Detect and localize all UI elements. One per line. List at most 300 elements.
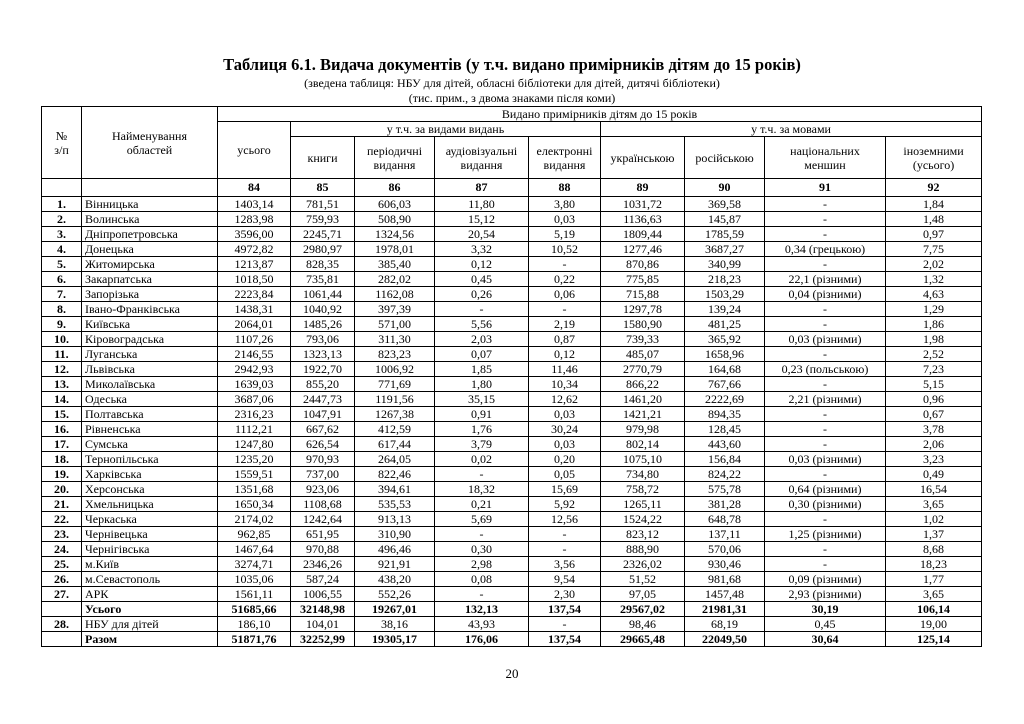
- value-cell: 2222,69: [685, 392, 765, 407]
- header-total: усього: [218, 122, 291, 179]
- value-cell: 1639,03: [218, 377, 291, 392]
- value-cell: 0,30 (різними): [765, 497, 886, 512]
- value-cell: 16,54: [886, 482, 982, 497]
- value-cell: 0,04 (різними): [765, 287, 886, 302]
- value-cell: -: [765, 212, 886, 227]
- value-cell: 737,00: [291, 467, 355, 482]
- value-cell: 775,85: [601, 272, 685, 287]
- table-row: [42, 527, 982, 542]
- value-cell: 0,49: [886, 467, 982, 482]
- value-cell: 311,30: [355, 332, 435, 347]
- row-number: [42, 632, 82, 647]
- value-cell: -: [529, 617, 601, 632]
- value-cell: 137,54: [529, 602, 601, 617]
- value-cell: 0,91: [435, 407, 529, 422]
- table-body: [42, 197, 982, 647]
- row-number: 13.: [42, 377, 82, 392]
- value-cell: 18,32: [435, 482, 529, 497]
- value-cell: 0,21: [435, 497, 529, 512]
- region-name: НБУ для дітей: [82, 617, 218, 632]
- value-cell: -: [765, 317, 886, 332]
- value-cell: 2,98: [435, 557, 529, 572]
- colnum-blank: [42, 179, 82, 197]
- value-cell: 5,56: [435, 317, 529, 332]
- value-cell: 3,56: [529, 557, 601, 572]
- column-number-row: [42, 179, 982, 197]
- row-number: 14.: [42, 392, 82, 407]
- value-cell: 21981,31: [685, 602, 765, 617]
- value-cell: 822,46: [355, 467, 435, 482]
- value-cell: -: [765, 542, 886, 557]
- value-cell: 132,13: [435, 602, 529, 617]
- value-cell: 823,23: [355, 347, 435, 362]
- colnum-cell: 90: [685, 179, 765, 197]
- value-cell: 4972,82: [218, 242, 291, 257]
- row-number: 26.: [42, 572, 82, 587]
- value-cell: 5,69: [435, 512, 529, 527]
- value-cell: -: [765, 257, 886, 272]
- value-cell: 0,22: [529, 272, 601, 287]
- value-cell: 0,09 (різними): [765, 572, 886, 587]
- value-cell: 0,64 (різними): [765, 482, 886, 497]
- value-cell: 1922,70: [291, 362, 355, 377]
- value-cell: 3,65: [886, 587, 982, 602]
- value-cell: 0,12: [529, 347, 601, 362]
- value-cell: 0,05: [529, 467, 601, 482]
- value-cell: 3687,27: [685, 242, 765, 257]
- value-cell: 43,93: [435, 617, 529, 632]
- value-cell: -: [529, 527, 601, 542]
- value-cell: 1191,56: [355, 392, 435, 407]
- value-cell: 1978,01: [355, 242, 435, 257]
- value-cell: 1136,63: [601, 212, 685, 227]
- value-cell: 1351,68: [218, 482, 291, 497]
- value-cell: 29567,02: [601, 602, 685, 617]
- row-number: 4.: [42, 242, 82, 257]
- value-cell: 3,78: [886, 422, 982, 437]
- grand-total-row: [42, 632, 982, 647]
- value-cell: 606,03: [355, 197, 435, 212]
- value-cell: 139,24: [685, 302, 765, 317]
- value-cell: 51,52: [601, 572, 685, 587]
- value-cell: 758,72: [601, 482, 685, 497]
- colnum-cell: 91: [765, 179, 886, 197]
- value-cell: 0,07: [435, 347, 529, 362]
- header-electronic: електронні видання: [529, 137, 601, 179]
- value-cell: 1,98: [886, 332, 982, 347]
- region-name: Кіровоградська: [82, 332, 218, 347]
- region-name: Харківська: [82, 467, 218, 482]
- value-cell: 12,62: [529, 392, 601, 407]
- value-cell: 2316,23: [218, 407, 291, 422]
- value-cell: 759,93: [291, 212, 355, 227]
- value-cell: 164,68: [685, 362, 765, 377]
- value-cell: 1297,78: [601, 302, 685, 317]
- row-number: 10.: [42, 332, 82, 347]
- region-name: Черкаська: [82, 512, 218, 527]
- value-cell: 11,80: [435, 197, 529, 212]
- value-cell: 30,64: [765, 632, 886, 647]
- header-audiovisual: аудіовізуальні видання: [435, 137, 529, 179]
- table-row: [42, 422, 982, 437]
- value-cell: -: [529, 542, 601, 557]
- value-cell: 11,46: [529, 362, 601, 377]
- value-cell: 508,90: [355, 212, 435, 227]
- value-cell: 923,06: [291, 482, 355, 497]
- value-cell: 1277,46: [601, 242, 685, 257]
- header-minorities: національних меншин: [765, 137, 886, 179]
- value-cell: 1,77: [886, 572, 982, 587]
- value-cell: 1524,22: [601, 512, 685, 527]
- region-name: АРК: [82, 587, 218, 602]
- value-cell: 781,51: [291, 197, 355, 212]
- value-cell: 913,13: [355, 512, 435, 527]
- value-cell: 264,05: [355, 452, 435, 467]
- value-cell: 3,79: [435, 437, 529, 452]
- value-cell: 1467,64: [218, 542, 291, 557]
- header-issued-children: Видано примірників дітям до 15 років: [218, 107, 982, 122]
- table-row: [42, 392, 982, 407]
- value-cell: 0,02: [435, 452, 529, 467]
- region-name: Івано-Франківська: [82, 302, 218, 317]
- value-cell: 3,23: [886, 452, 982, 467]
- value-cell: 97,05: [601, 587, 685, 602]
- value-cell: 1323,13: [291, 347, 355, 362]
- value-cell: 8,68: [886, 542, 982, 557]
- table-row: [42, 287, 982, 302]
- value-cell: 1403,14: [218, 197, 291, 212]
- table-row: [42, 227, 982, 242]
- value-cell: 1461,20: [601, 392, 685, 407]
- value-cell: 10,34: [529, 377, 601, 392]
- value-cell: 35,15: [435, 392, 529, 407]
- value-cell: 128,45: [685, 422, 765, 437]
- table-row: [42, 197, 982, 212]
- value-cell: 98,46: [601, 617, 685, 632]
- header-foreign: іноземними (усього): [886, 137, 982, 179]
- value-cell: 1561,11: [218, 587, 291, 602]
- value-cell: 823,12: [601, 527, 685, 542]
- value-cell: 2,19: [529, 317, 601, 332]
- region-name: Волинська: [82, 212, 218, 227]
- value-cell: 438,20: [355, 572, 435, 587]
- value-cell: 1267,38: [355, 407, 435, 422]
- value-cell: 0,96: [886, 392, 982, 407]
- row-number: 5.: [42, 257, 82, 272]
- row-number: 21.: [42, 497, 82, 512]
- value-cell: 7,75: [886, 242, 982, 257]
- value-cell: 2346,26: [291, 557, 355, 572]
- value-cell: 18,23: [886, 557, 982, 572]
- value-cell: 921,91: [355, 557, 435, 572]
- value-cell: 970,93: [291, 452, 355, 467]
- table-row: [42, 497, 982, 512]
- value-cell: 30,24: [529, 422, 601, 437]
- value-cell: 1,02: [886, 512, 982, 527]
- region-name: Полтавська: [82, 407, 218, 422]
- value-cell: 5,19: [529, 227, 601, 242]
- row-number: 12.: [42, 362, 82, 377]
- issuance-table: [41, 106, 982, 647]
- value-cell: 1580,90: [601, 317, 685, 332]
- value-cell: 771,69: [355, 377, 435, 392]
- table-title: Таблиця 6.1. Видача документів (у т.ч. видано примірників дітям до 15 років): [223, 55, 801, 74]
- colnum-blank: [82, 179, 218, 197]
- value-cell: 1457,48: [685, 587, 765, 602]
- region-name: Одеська: [82, 392, 218, 407]
- value-cell: -: [765, 197, 886, 212]
- value-cell: 1485,26: [291, 317, 355, 332]
- row-number: 27.: [42, 587, 82, 602]
- value-cell: 1242,64: [291, 512, 355, 527]
- value-cell: 10,52: [529, 242, 601, 257]
- header-row-1: [42, 107, 982, 122]
- value-cell: 2223,84: [218, 287, 291, 302]
- value-cell: 2064,01: [218, 317, 291, 332]
- value-cell: 0,45: [765, 617, 886, 632]
- value-cell: 51871,76: [218, 632, 291, 647]
- row-number: 17.: [42, 437, 82, 452]
- table-row: [42, 242, 982, 257]
- region-name: Вінницька: [82, 197, 218, 212]
- value-cell: 0,03 (різними): [765, 332, 886, 347]
- value-cell: 1235,20: [218, 452, 291, 467]
- value-cell: -: [435, 302, 529, 317]
- row-number: 23.: [42, 527, 82, 542]
- value-cell: 30,19: [765, 602, 886, 617]
- colnum-cell: 88: [529, 179, 601, 197]
- colnum-cell: 89: [601, 179, 685, 197]
- row-number: 15.: [42, 407, 82, 422]
- value-cell: 1324,56: [355, 227, 435, 242]
- value-cell: 1,76: [435, 422, 529, 437]
- value-cell: 3596,00: [218, 227, 291, 242]
- row-number: 20.: [42, 482, 82, 497]
- row-number: 6.: [42, 272, 82, 287]
- value-cell: 19,00: [886, 617, 982, 632]
- value-cell: 145,87: [685, 212, 765, 227]
- table-row: [42, 572, 982, 587]
- table-row: [42, 407, 982, 422]
- value-cell: 282,02: [355, 272, 435, 287]
- row-number: 18.: [42, 452, 82, 467]
- value-cell: 381,28: [685, 497, 765, 512]
- value-cell: 1650,34: [218, 497, 291, 512]
- table-row: [42, 317, 982, 332]
- table-row: [42, 467, 982, 482]
- row-number: 3.: [42, 227, 82, 242]
- header-periodicals: періодичні видання: [355, 137, 435, 179]
- value-cell: 369,58: [685, 197, 765, 212]
- value-cell: 0,12: [435, 257, 529, 272]
- value-cell: 7,23: [886, 362, 982, 377]
- value-cell: 156,84: [685, 452, 765, 467]
- table-units-note: (тис. прим., з двома знаками після коми): [408, 91, 616, 105]
- row-number: 8.: [42, 302, 82, 317]
- value-cell: 1108,68: [291, 497, 355, 512]
- value-cell: 0,03: [529, 407, 601, 422]
- value-cell: 793,06: [291, 332, 355, 347]
- value-cell: 397,39: [355, 302, 435, 317]
- row-number: 11.: [42, 347, 82, 362]
- value-cell: 626,54: [291, 437, 355, 452]
- value-cell: 739,33: [601, 332, 685, 347]
- value-cell: 1006,92: [355, 362, 435, 377]
- value-cell: 137,54: [529, 632, 601, 647]
- region-name: Тернопільська: [82, 452, 218, 467]
- region-name: Київська: [82, 317, 218, 332]
- value-cell: 1421,21: [601, 407, 685, 422]
- region-name: Житомирська: [82, 257, 218, 272]
- header-books: книги: [291, 137, 355, 179]
- value-cell: 3,65: [886, 497, 982, 512]
- value-cell: 2,30: [529, 587, 601, 602]
- row-number: 9.: [42, 317, 82, 332]
- header-russian: російською: [685, 137, 765, 179]
- table-row: [42, 542, 982, 557]
- value-cell: 0,45: [435, 272, 529, 287]
- value-cell: 29665,48: [601, 632, 685, 647]
- value-cell: 571,00: [355, 317, 435, 332]
- value-cell: 1107,26: [218, 332, 291, 347]
- row-number: 25.: [42, 557, 82, 572]
- value-cell: -: [765, 422, 886, 437]
- value-cell: 1006,55: [291, 587, 355, 602]
- region-name: Луганська: [82, 347, 218, 362]
- row-number: 2.: [42, 212, 82, 227]
- value-cell: 1809,44: [601, 227, 685, 242]
- value-cell: 2,21 (різними): [765, 392, 886, 407]
- colnum-cell: 86: [355, 179, 435, 197]
- region-name: м.Севастополь: [82, 572, 218, 587]
- value-cell: 218,23: [685, 272, 765, 287]
- value-cell: 32252,99: [291, 632, 355, 647]
- total-row: [42, 602, 982, 617]
- colnum-cell: 87: [435, 179, 529, 197]
- value-cell: -: [435, 587, 529, 602]
- value-cell: -: [435, 527, 529, 542]
- value-cell: -: [765, 377, 886, 392]
- value-cell: 68,19: [685, 617, 765, 632]
- value-cell: 1040,92: [291, 302, 355, 317]
- value-cell: 38,16: [355, 617, 435, 632]
- value-cell: -: [765, 347, 886, 362]
- header-region: Найменування областей: [82, 107, 218, 179]
- table-subtitle: (зведена таблиця: НБУ для дітей, обласні бібліотеки для дітей, дитячі бібліотеки): [304, 76, 720, 90]
- region-name: Дніпропетровська: [82, 227, 218, 242]
- value-cell: 15,69: [529, 482, 601, 497]
- value-cell: 4,63: [886, 287, 982, 302]
- value-cell: 106,14: [886, 602, 982, 617]
- page-number: 20: [505, 666, 519, 681]
- value-cell: 894,35: [685, 407, 765, 422]
- table-row: [42, 437, 982, 452]
- value-cell: 1,25 (різними): [765, 527, 886, 542]
- value-cell: 3687,06: [218, 392, 291, 407]
- value-cell: 1,85: [435, 362, 529, 377]
- value-cell: 1,84: [886, 197, 982, 212]
- value-cell: 3274,71: [218, 557, 291, 572]
- value-cell: 0,08: [435, 572, 529, 587]
- value-cell: 32148,98: [291, 602, 355, 617]
- table-row: [42, 332, 982, 347]
- value-cell: 587,24: [291, 572, 355, 587]
- row-number: 22.: [42, 512, 82, 527]
- value-cell: 970,88: [291, 542, 355, 557]
- value-cell: 981,68: [685, 572, 765, 587]
- value-cell: 15,12: [435, 212, 529, 227]
- value-cell: 1559,51: [218, 467, 291, 482]
- value-cell: 535,53: [355, 497, 435, 512]
- value-cell: 394,61: [355, 482, 435, 497]
- value-cell: 1075,10: [601, 452, 685, 467]
- header-by-languages: у т.ч. за мовами: [601, 122, 982, 137]
- header-ukrainian: українською: [601, 137, 685, 179]
- region-name: Усього: [82, 602, 218, 617]
- table-row: [42, 557, 982, 572]
- value-cell: 1265,11: [601, 497, 685, 512]
- region-name: Чернівецька: [82, 527, 218, 542]
- value-cell: 1,29: [886, 302, 982, 317]
- value-cell: 552,26: [355, 587, 435, 602]
- value-cell: 412,59: [355, 422, 435, 437]
- value-cell: 19305,17: [355, 632, 435, 647]
- value-cell: 1018,50: [218, 272, 291, 287]
- table-row: [42, 212, 982, 227]
- value-cell: 51685,66: [218, 602, 291, 617]
- table-row: [42, 302, 982, 317]
- value-cell: 22,1 (різними): [765, 272, 886, 287]
- value-cell: -: [765, 227, 886, 242]
- region-name: Хмельницька: [82, 497, 218, 512]
- colnum-cell: 92: [886, 179, 982, 197]
- value-cell: 1,32: [886, 272, 982, 287]
- value-cell: 0,03: [529, 212, 601, 227]
- value-cell: 767,66: [685, 377, 765, 392]
- value-cell: 3,32: [435, 242, 529, 257]
- value-cell: 2980,97: [291, 242, 355, 257]
- region-name: м.Київ: [82, 557, 218, 572]
- row-number: 24.: [42, 542, 82, 557]
- value-cell: 2,93 (різними): [765, 587, 886, 602]
- value-cell: 1,37: [886, 527, 982, 542]
- region-name: Львівська: [82, 362, 218, 377]
- value-cell: 930,46: [685, 557, 765, 572]
- row-number: 7.: [42, 287, 82, 302]
- value-cell: 575,78: [685, 482, 765, 497]
- value-cell: 824,22: [685, 467, 765, 482]
- region-name: Чернігівська: [82, 542, 218, 557]
- value-cell: 0,03 (різними): [765, 452, 886, 467]
- value-cell: 1061,44: [291, 287, 355, 302]
- value-cell: 3,80: [529, 197, 601, 212]
- region-name: Миколаївська: [82, 377, 218, 392]
- value-cell: 651,95: [291, 527, 355, 542]
- region-name: Рівненська: [82, 422, 218, 437]
- value-cell: 19267,01: [355, 602, 435, 617]
- value-cell: 496,46: [355, 542, 435, 557]
- value-cell: 0,03: [529, 437, 601, 452]
- value-cell: 1112,21: [218, 422, 291, 437]
- value-cell: 22049,50: [685, 632, 765, 647]
- value-cell: 1031,72: [601, 197, 685, 212]
- value-cell: 2,02: [886, 257, 982, 272]
- value-cell: 340,99: [685, 257, 765, 272]
- value-cell: 5,15: [886, 377, 982, 392]
- value-cell: 443,60: [685, 437, 765, 452]
- region-name: Разом: [82, 632, 218, 647]
- row-number: 28.: [42, 617, 82, 632]
